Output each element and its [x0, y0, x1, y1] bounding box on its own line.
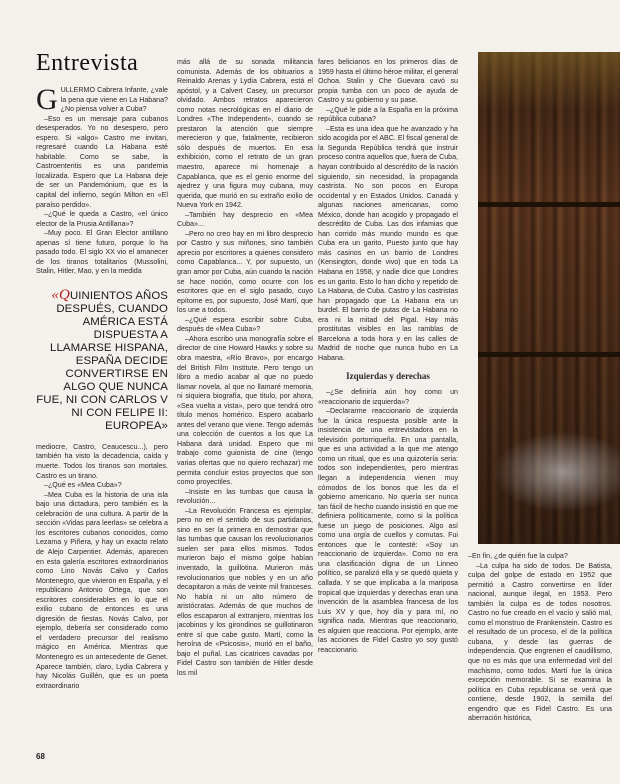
text-column-4	[468, 552, 612, 766]
pull-quote-text: UINIENTOS AÑOS DESPUÉS, CUANDO AMÉRICA ESTÁ DISPUESTA A LLAMARSE HISPANA, ESPAÑA DECIDE CONVERTIRSE EN ALGO QUE NUNCA FUE, NI CON CARLOS V NI CON FELIPE II: EUROPEA»	[36, 289, 168, 432]
paragraph: más allá de su sonada militancia comunista. Además de los obituarios a Reinaldo Arenas y Lydia Cabrera, está el apóstol, y a Calvert Casey, un precursor olvidado. Ambos retratos aparecieron como notas necrológicas en el diario de Londres «The Independent», cuando se prestaron la atención que siempre merecieron y que, fatalmente, recibieron sólo después de muertos. En esa exhibición, como el retrato de un gran maestro, aparece mi homenaje a Capablanca, que es el genio enorme del ajedrez y una figura muy cubana, muy querida, que murió en su extraño exilio de Nueva York en 1942.	[177, 58, 313, 210]
question: –Insiste en las tumbas que causa la revolución...	[177, 487, 313, 506]
paragraph: –Esta es una idea que he avanzado y ha sido acogida por el ABC. El fiscal general de la Segunda República tendrá que instruir proceso contra aquellos que, fuera de Cuba, hayan contribuido al descrédito de la nación siguiendo, sin necesidad, la propaganda castrista. No son pocos en Europa occidental y en Estados Unidos. Canadá y algunas naciones americanas, como México, donde han acogido y propagado el descrédito de Cuba. Las dos infamias que han corrido más mundo mundo es que Cuba era un garito, Puesto junto que hay más casinos en un barrio de Londres (Kensington, donde vivo) que en toda La Habana en 1958, y nadie dice que Londres es un garito. Esto lo han dicho y repetido de La Habana, de Cuba. Castro y los castristas han propagado que La Habana era un burdel. El barrio de putas de La Habana no era ni la mitad del Pigal. Hay más prostitutas visibles en las ramblas de Barcelona a toda hora y en las calles de Madrid de noche que nunca hubo en La Habana.	[318, 124, 458, 362]
bookshelf-photo	[478, 52, 620, 544]
paragraph: –La Revolución Francesa es ejemplar, pero no en el sentido de sus partidarios, sino en ser la primera en demostrar que las tumbas que causan los revolucionarios suelen ser para ellos mismos. Todos murieron bajo el mismo golpe habían inventado, la guillotina. Murieron más revolucionarios que nobles y en un año decapitaron a más de veinte mil franceses. No había ni un alto número de aristócratas. Además de que muchos de ellos escaparon al extranjero, mientras los jacobinos y los girondinos se guillotinaron entre sí que cabe gusto. Martí, como la heroína de «Psicosis», murió en el baño, bajo el puñal. Las cicatrices cavadas por Fidel Castro son también de Hitler desde los mil	[177, 506, 313, 677]
question: –¿Qué espera escribir sobre Cuba, después de «Mea Cuba»?	[177, 315, 313, 334]
question: –¿Qué es «Mea Cuba»?	[44, 481, 122, 490]
section-title: Entrevista	[36, 50, 139, 76]
text-column-1	[36, 86, 168, 766]
question: –¿Se definiría aún hoy como un «reaccionario de izquierda»?	[318, 388, 458, 406]
subheading: Izquierdas y derechas	[346, 370, 430, 381]
pull-quote	[36, 286, 168, 433]
paragraph: –La culpa ha sido de todos. De Batista, culpa del golpe de estado en 1952 que permitió a Castro convertirse en líder nacional, aunque ilegal, en 1953. Pero también la culpa es de todos nosotros. Castro no fue creado en el vacío y salió mal, como el monstruo de Frankenstein. Castro es el resultado de un proceso, el de la política cubana, y desde las guerras de independencia. Que engrenen el caudillismo, que no es más que una enfermedad viril del machismo, como todos. Martí fue la única excepción memorable. Si se examina la política en Cuba republicana se verá que contiene, desde 1902, la semilla del engendro que es Fidel Castro. Es una aberración histórica,	[468, 561, 612, 723]
paragraph: mediocre, Castro, Ceaucescu...), pero también ha visto la decadencia, caída y muerte. Todos los tiranos son mortales. Castro es un tirano.	[36, 442, 168, 480]
question: –¿Qué le pide a la España en la próxima república cubana?	[318, 105, 458, 124]
text-column-3	[318, 58, 458, 766]
pull-quote-mark: «Q	[51, 286, 70, 303]
question: –¿Qué le queda a Castro, «el único elector de la Prusia Antillana»?	[36, 210, 168, 228]
shelf-line	[478, 202, 620, 207]
shelf-line	[478, 352, 620, 357]
paragraph: –Ahora escribo una monografía sobre el director de cine Howard Hawks y sobre su obra maestra, «Río Bravo», por encargo del British Film Institute. Pero tengo un libro a medio acabar al que no puedo llamar novela, al que no llamaré memoria, ni siquiera biografía, que titulo, por ahora, «Sea vuelta a vista», pero que tendrá otro título menos homérico. Espero acabarlo antes del verano que viene. Tengo además una colección de cuentos a los que La Habana dará unidad. Espero que mi trabajo como guionista de cine (tengo varias ofertas que no quiero rechazar) me permita concluir estos proyectos que son como proyectiles.	[177, 334, 313, 487]
question: –En fin, ¿de quién fue la culpa?	[468, 552, 568, 560]
page-number: 68	[36, 752, 45, 761]
paragraph: –Declararme reaccionario de izquierda fue la única respuesta posible ante la insistencia de una entrevistadora en la televisión portorriqueña. En una pantalla, que es una actividad a la que me atengo como un ritual, que es una quizotería seria: todos son independientes, pero mientras llegan a independencia vienen muy cómodos de los bonos que les da el gobierno americano. No quería ser nunca tan fácil de hecho cuando insistió en que me definiera políticamente, como si la política fuese un juego de posiciones. Algo así como una orgía de cuellos y comutas. Fui entonces que le contesté: «Soy un reaccionario de izquierda». Como no era una clasificación digna de un Linneo político, se paralizó ella y se quedó quieta y callada. Y se que implicaba a la mariposa tropical que izquierdas y derechas eran una invención de la asamblea francesa de los Luis XV y que, hoy día y para mí, no significa nada. Mientras que reaccionario, es alguien que reacciona. Por ejemplo, ante las acciones de Fidel Castro yo soy gustó reaccionario.	[318, 407, 458, 654]
paragraph: –Eso es un mensaje para cubanos desesperados. Yo no desespero, pero espero. Si «algo» Castro me invitan, regresaré cuando La Habana esté habitable. Como se sabe, la Castroenteritis es una pandemia localizada. Espero que La Habana deje de ser un Pandemónium, que es la capital del infierno, según Milton en «El paraíso perdido».	[36, 114, 168, 209]
paragraph: –Pero no creo hay en mi libro desprecio por Castro y sus miñones, sino también aprecio por escritores a quienes considero como Capablanca... Y, por supuesto, un gran amor por Cuba, aún cuando la nación se hace noción, como ocurre con los escritores que en el siglo pasado, cuyo epítome es, por supuesto, José Martí, que los une a todos.	[177, 229, 313, 315]
question: –También hay desprecio en «Mea Cuba»...	[177, 210, 313, 229]
intro-question	[36, 86, 168, 115]
paragraph: –Muy poco. El Gran Elector antillano apenas sí tiene futuro, porque lo ha pasado todo. El siglo XX vio el amanecer de los tiranos totalitarios (Mussolini, Stalin, Hitler, Mao, y en la medida	[36, 229, 168, 276]
paragraph: –Mea Cuba es la historia de una isla bajo una dictadura, pero también es la celebración de una cultura. A partir de la sección «Vidas para leerlas» se celebra a los escritores cubanos conocidos, como Lezama y Piñera, y hay un exacto relato de Alejo Carpentier. Además, aparecen en esta galería escritores extraordinarios como Lino Novás Calvo y Carlos Montenegro, que vivieron en España, y el republicano Antonio Ortega, que son escritores considerables en lo que el exilio cubano de entonces es una digresión de fiestas. Novás Calvo, por ejemplo, debería ser considerado como el verdadero precursor del realismo mágico en América. Mientras que Montenegro es un antecedente de Genet. Aparece también, claro, Lydia Cabrera y hay Nicolás Guillén, que es un poeta extraordinario	[36, 490, 168, 690]
photo-lighting	[478, 52, 620, 544]
paragraph: fares belicianos en los primeros días de 1959 hasta el último héroe militar, el general Ochoa. Stalin y Che Guevara cavó su propia tumba con un poco de ayuda de Castro y su gobierno y su pase.	[318, 58, 458, 105]
text-column-2	[177, 58, 313, 766]
intro-text: ULLERMO Cabrera Infante, ¿vale la pena que viene en La Habana? ¿No piensa volver a Cuba?	[60, 86, 168, 114]
drop-cap: G	[36, 86, 58, 116]
